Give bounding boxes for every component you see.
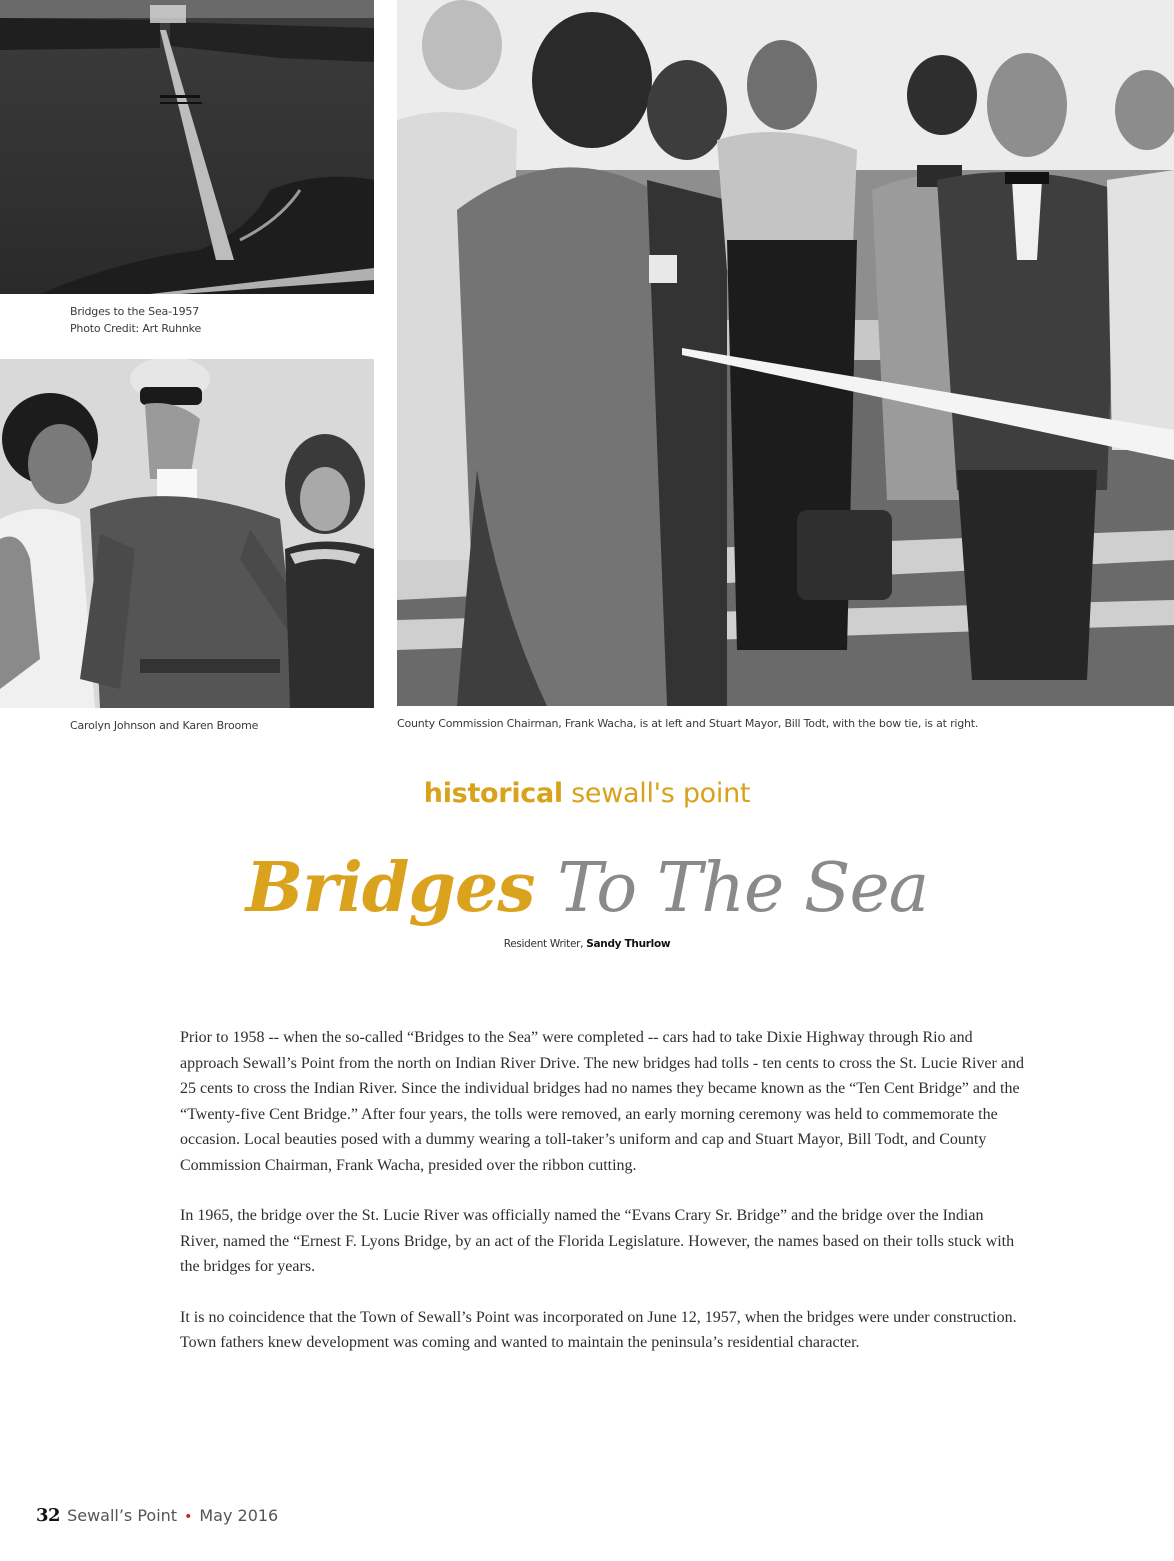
article-paragraph: It is no coincidence that the Town of Sewall’s Point was incorporated on June 12, 1957, when the bridges were under construction. Town fathers knew development was coming and wanted to maintain the peninsula’s residential character. <box>180 1308 1017 1351</box>
byline-author: Sandy Thurlow <box>586 938 671 950</box>
caption-ribbon-cutting: County Commission Chairman, Frank Wacha, is at left and Stuart Mayor, Bill Todt, with the bow tie, is at right. <box>397 717 979 730</box>
dummy-image <box>0 359 374 708</box>
byline <box>0 938 1174 950</box>
ribbon-cutting-image <box>397 0 1174 706</box>
page-footer <box>36 1505 278 1526</box>
article-title-rest: To The Sea <box>557 849 929 928</box>
photo-bridge-aerial <box>0 0 374 294</box>
caption-bridge-credit: Photo Credit: Art Ruhnke <box>70 322 202 335</box>
photo-dummy-toll-taker <box>0 359 374 708</box>
caption-bridge <box>70 303 201 337</box>
page-number: 32 <box>36 1505 61 1526</box>
article-title <box>0 848 1174 928</box>
section-label-bold: historical <box>423 778 563 809</box>
caption-dummy: Carolyn Johnson and Karen Broome <box>70 719 259 732</box>
bridge-aerial-image <box>0 0 374 294</box>
article-paragraph: Prior to 1958 -- when the so-called “Bridges to the Sea” were completed -- cars had to take Dixie Highway through Rio and approach Sewall’s Point from the north on Indian River Drive. The new bridges had tolls - ten cents to cross the St. Lucie River and 25 cents to cross the Indian River. Since the individual bridges had no names they became known as the “Ten Cent Bridge” and the “Twenty-five Cent Bridge.” After four years, the tolls were removed, an early morning ceremony was held to commemorate the occasion. Local beauties posed with a dummy wearing a toll-taker’s uniform and cap and Stuart Mayor, Bill Todt, and County Commission Chairman, Frank Wacha, presided over the ribbon cutting. <box>180 1029 1024 1174</box>
section-label-rest: sewall's point <box>571 778 751 809</box>
section-label <box>0 778 1174 809</box>
article-paragraph: In 1965, the bridge over the St. Lucie River was officially named the “Evans Crary Sr. Bridge” and the bridge over the Indian River, named the “Ernest F. Lyons Bridge, by an act of the Florida Legislature. However, the names based on their tolls stuck with the bridges for years. <box>180 1207 1015 1275</box>
publication-name: Sewall’s Point <box>67 1506 178 1525</box>
photo-ribbon-cutting <box>397 0 1174 706</box>
byline-prefix: Resident Writer, <box>503 938 584 950</box>
footer-separator-dot: • <box>184 1509 193 1525</box>
article-title-emphasis: Bridges <box>245 848 535 928</box>
caption-bridge-title: Bridges to the Sea-1957 <box>70 305 200 318</box>
issue-date: May 2016 <box>199 1506 279 1525</box>
article-body <box>180 1025 1026 1381</box>
